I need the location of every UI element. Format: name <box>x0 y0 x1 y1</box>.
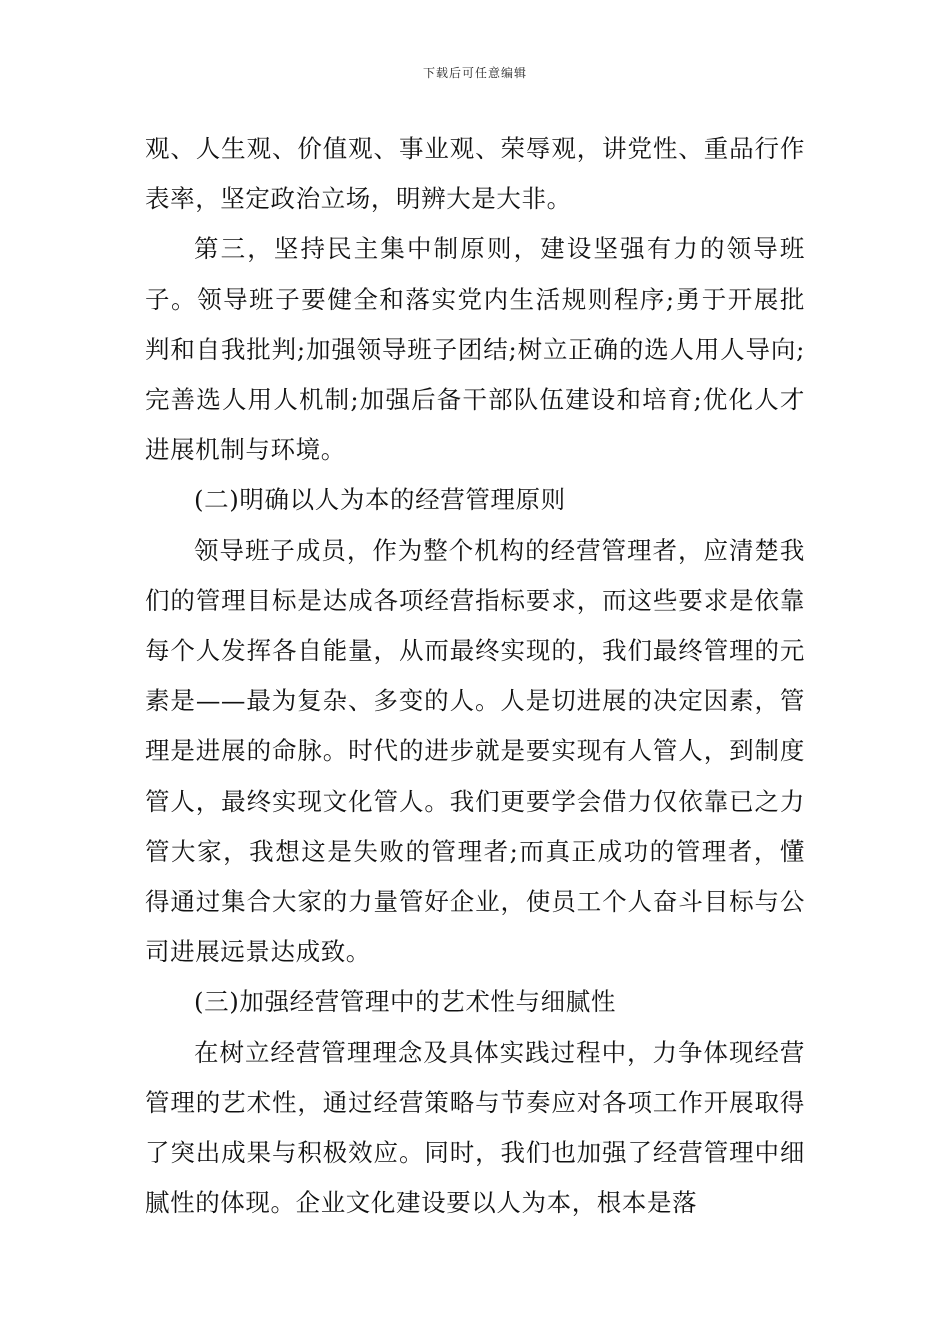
paragraph-third-point: 第三，坚持民主集中制原则，建设坚强有力的领导班子。领导班子要健全和落实党内生活规则程序;勇于开展批判和自我批判;加强领导班子团结;树立正确的选人用人导向;完善选人用人机制;加强后备干部队伍建设和培育;优化人才进展机制与环境。 <box>145 234 805 465</box>
section-heading-three: (三)加强经营管理中的艺术性与细腻性 <box>194 987 616 1017</box>
page-header-note: 下载后可任意编辑 <box>422 66 527 80</box>
paragraph-people-oriented: 领导班子成员，作为整个机构的经营管理者，应清楚我们的管理目标是达成各项经营指标要求，而这些要求是依靠每个人发挥各自能量，从而最终实现的，我们最终管理的元素是——最为复杂、多变的人。人是切进展的决定因素，管理是进展的命脉。时代的进步就是要实现有人管人，到制度管人，最终实现文化管人。我们更要学会借力仅依靠已之力管大家，我想这是失败的管理者;而真正成功的管理者，懂得通过集合大家的力量管好企业，使员工个人奋斗目标与公司进展远景达成致。 <box>145 535 805 967</box>
document-body <box>145 124 805 1228</box>
paragraph-continuation: 观、人生观、价值观、事业观、荣辱观，讲党性、重品行作表率，坚定政治立场，明辨大是大非。 <box>145 134 805 214</box>
section-heading-two: (二)明确以人为本的经营管理原则 <box>194 485 566 515</box>
paragraph-management-art: 在树立经营管理理念及具体实践过程中，力争体现经营管理的艺术性，通过经营策略与节奏应对各项工作开展取得了突出成果与积极效应。同时，我们也加强了经营管理中细腻性的体现。企业文化建设要以人为本，根本是落 <box>145 1037 805 1218</box>
